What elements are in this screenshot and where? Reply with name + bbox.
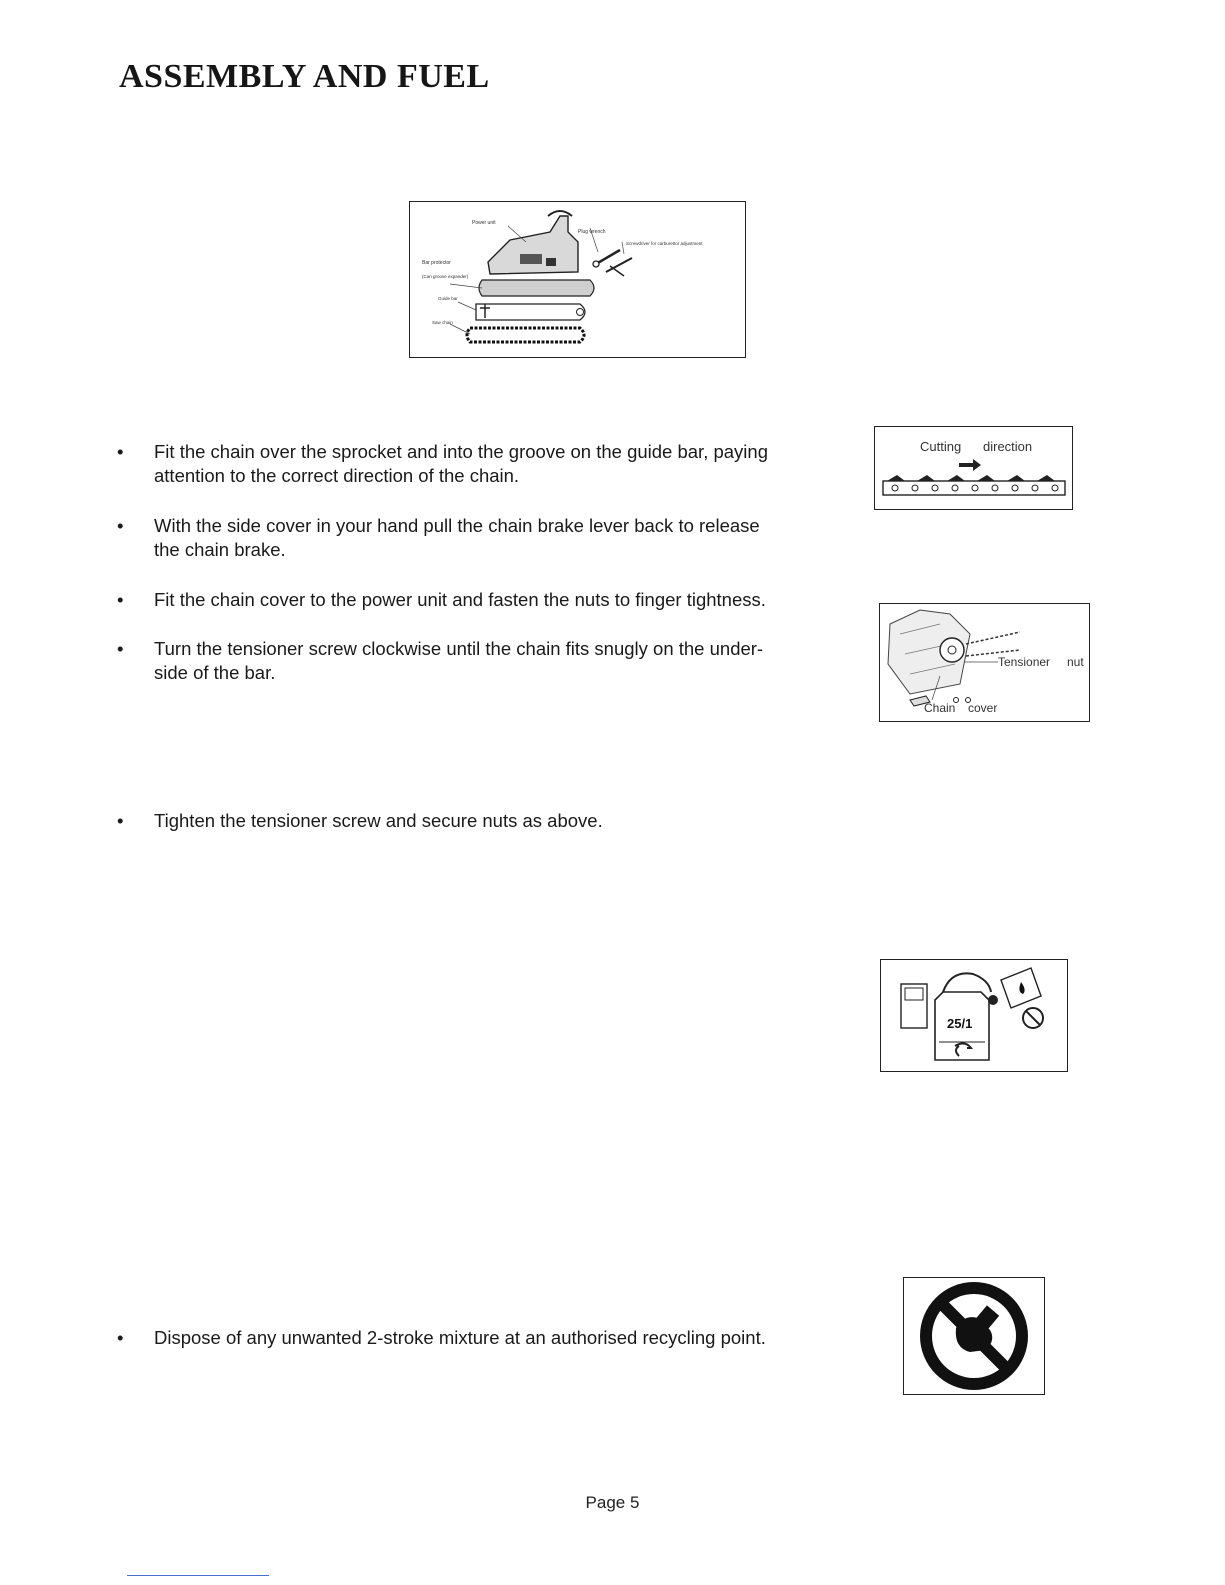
groove-expander-label: (Can groove expander) bbox=[422, 274, 469, 279]
list-item bbox=[117, 514, 857, 564]
bullet-text: Dispose of any unwanted 2-stroke mixture at an authorised recycling point. bbox=[154, 1327, 766, 1348]
bullet-symbol: • bbox=[117, 1327, 124, 1348]
chainsaw-parts-illustration bbox=[410, 202, 745, 357]
nut-label: nut bbox=[1067, 655, 1084, 669]
saw-chain-label: Saw chain bbox=[432, 320, 453, 325]
list-item bbox=[117, 809, 857, 835]
bullet-text: Fit the chain over the sprocket and into the groove on the guide bar, paying bbox=[154, 441, 768, 462]
page-number: Page 5 bbox=[585, 1493, 640, 1512]
page-title: ASSEMBLY AND FUEL bbox=[119, 58, 490, 95]
cover-label: cover bbox=[968, 701, 998, 715]
bullet-text: attention to the correct direction of the chain. bbox=[154, 465, 520, 486]
footer-rule bbox=[127, 1575, 269, 1576]
bullet-text: With the side cover in your hand pull the chain brake lever back to release bbox=[154, 515, 760, 536]
cutting-direction-figure bbox=[874, 426, 1073, 510]
tensioner-label: Tensioner bbox=[998, 655, 1051, 669]
chain-label: Chain bbox=[924, 701, 956, 715]
bullet-text: Fit the chain cover to the power unit and fasten the nuts to finger tightness. bbox=[154, 589, 766, 610]
bar-protector-label: Bar protector bbox=[422, 260, 451, 266]
chain-direction-arrow bbox=[875, 427, 1072, 509]
fuel-ratio-label: 25/1 bbox=[947, 1016, 973, 1031]
bullet-symbol: • bbox=[117, 589, 124, 610]
list-item bbox=[117, 1326, 857, 1352]
tensioner-figure bbox=[879, 603, 1090, 722]
power-unit-label: Power unit bbox=[472, 220, 496, 226]
bullet-text: side of the bar. bbox=[154, 662, 276, 683]
list-item bbox=[117, 637, 857, 687]
bullet-symbol: • bbox=[117, 810, 124, 831]
list-item bbox=[117, 440, 857, 490]
no-smoking-figure bbox=[903, 1277, 1045, 1395]
fuel-figure bbox=[880, 959, 1068, 1072]
bullet-text: Turn the tensioner screw clockwise until the chain fits snugly on the under- bbox=[154, 638, 764, 659]
cutting-label: Cutting bbox=[920, 439, 962, 454]
screwdriver-label: Screwdriver for carburettor adjustment bbox=[626, 241, 703, 246]
chainsaw-parts-figure bbox=[409, 201, 746, 358]
fuel-can-icon bbox=[881, 960, 1067, 1071]
list-item bbox=[117, 588, 857, 614]
bullet-symbol: • bbox=[117, 515, 124, 536]
bullet-symbol: • bbox=[117, 638, 124, 659]
plug-wrench-label: Plug wrench bbox=[578, 229, 606, 235]
bullet-text: the chain brake. bbox=[154, 539, 286, 560]
guide-bar-label: Guide bar bbox=[438, 296, 458, 301]
direction-label: direction bbox=[983, 439, 1033, 454]
no-smoking-icon bbox=[904, 1278, 1044, 1394]
bullet-text: Tighten the tensioner screw and secure nuts as above. bbox=[154, 810, 603, 831]
bullet-symbol: • bbox=[117, 441, 124, 462]
